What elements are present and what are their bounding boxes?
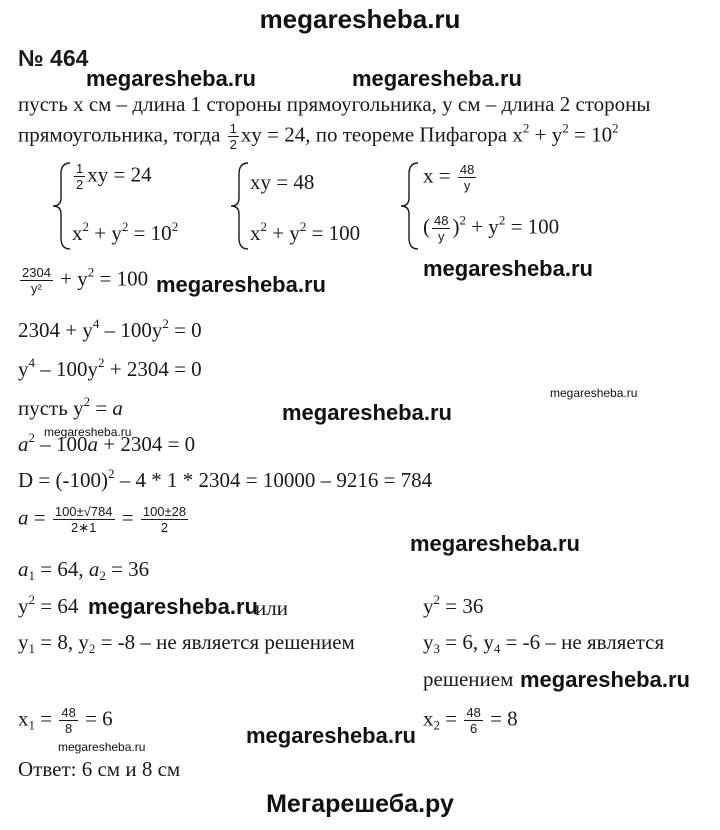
site-footer: Мегарешеба.ру <box>266 790 454 818</box>
step-1: $\frac{2304}{\text{y²}}$ + $y^2 = 100$ <box>22 264 149 296</box>
system2-eq2: $x^2 + y^2 = 100$ <box>250 219 361 245</box>
answer: Ответ: 6 см и 8 см <box>18 757 181 781</box>
step-11-left: $x_1$ = $\frac{48}{8}$ = 6 <box>18 705 113 736</box>
system1-eq1: $\frac{1}{2}$ xy = 24 <box>76 161 152 192</box>
problem-number: № 464 <box>18 45 89 71</box>
system-brace <box>398 160 422 252</box>
system-brace <box>228 160 252 252</box>
system1-eq2: $x^2 + y^2 = 10^2$ <box>72 219 179 245</box>
step-10-left: $y_1 = 8$, $y_2 = -8$ – не является решением <box>18 630 355 656</box>
step-7: a = $\frac{100\pm√784}{2∗1}$ = $\frac{100\pm 28}{2}$ <box>18 504 187 535</box>
step-8: $a_1 = 64$, $a_2 = 36$ <box>18 557 150 583</box>
step-10-right-cont: решением <box>423 667 514 691</box>
step-5: $a^2 - 100a + 2304 = 0$ <box>18 430 196 456</box>
step-11-right: $x_2$ = $\frac{48}{6}$ = 8 <box>423 705 518 736</box>
watermark: megaresheba.ru <box>423 256 593 281</box>
step-9-right: $y^2 = 36$ <box>423 592 484 618</box>
watermark: megaresheba.ru <box>282 400 452 425</box>
step-4: пусть $y^2 = a$ <box>18 394 123 420</box>
step-2: $2304 + y^4 - 100y^2 = 0$ <box>18 316 202 342</box>
watermark: megaresheba.ru <box>246 723 416 748</box>
half-fraction: $\frac{1}{2}$ <box>229 121 237 152</box>
step-6: $D = (-100)^2 - 4 * 1 * 2304 = 10000 - 9216 = 784$ <box>18 466 433 492</box>
system2-eq1: xy = 48 <box>250 170 315 194</box>
watermark: megaresheba.ru <box>156 272 326 297</box>
watermark: megaresheba.ru <box>86 66 256 91</box>
watermark: megaresheba.ru <box>410 531 580 556</box>
watermark: megaresheba.ru <box>44 425 132 439</box>
step-9-or: или <box>255 596 288 620</box>
step-3: $y^4 - 100y^2 + 2304 = 0$ <box>18 355 202 381</box>
watermark: megaresheba.ru <box>550 386 638 400</box>
system-brace <box>50 160 74 252</box>
system3-eq2: ( $\frac{48}{y}$ )$^2 + y^2 = 100$ <box>423 212 560 244</box>
system3-eq1: x = $\frac{48}{y}$ <box>423 162 475 193</box>
watermark: megaresheba.ru <box>88 594 258 619</box>
step-9-left: $y^2 = 64$ <box>18 592 79 618</box>
site-header: megaresheba.ru <box>259 4 461 34</box>
watermark: megaresheba.ru <box>352 66 522 91</box>
intro-line-2: прямоугольника, тогда $\frac{1}{2}$ xy = 24, по теореме Пифагора $x^2 + y^2 = 10^2$ <box>18 120 619 152</box>
intro-line-1: пусть х см – длина 1 стороны прямоугольника, у см – длина 2 стороны <box>18 92 651 116</box>
watermark: megaresheba.ru <box>520 667 690 692</box>
step-10-right: $y_3 = 6$, $y_4 = -6$ – не является <box>423 630 665 656</box>
watermark: megaresheba.ru <box>58 740 146 754</box>
